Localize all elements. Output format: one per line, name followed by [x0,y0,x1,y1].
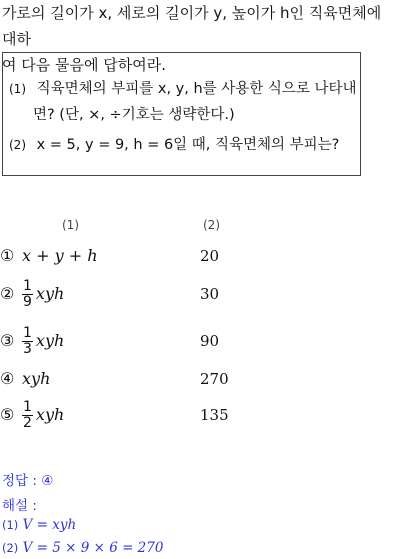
option-5-value: 135 [200,406,229,424]
option-2-value: 30 [200,285,220,303]
option-1-value: 20 [200,247,220,265]
question-1 [9,79,357,99]
answer-label: 정답 : ④ [2,473,54,489]
option-3-denominator: 3 [23,341,32,357]
question-box [2,52,361,176]
explanation-line-2 [2,540,163,556]
option-5[interactable] [0,400,400,430]
option-1-expression: x + y + h [22,246,98,265]
explanation-line-2-number: (2) [2,541,19,555]
option-4-expression: xyh [22,369,51,388]
option-5-expression: xyh [35,405,65,424]
question-2-number: (2) [9,138,26,152]
option-1[interactable] [0,241,400,271]
question-1-text-b: 면? (단, ×, ÷기호는 생략한다.) [33,107,235,123]
option-1-marker: ① [0,246,15,265]
option-3[interactable] [0,326,400,356]
option-5-marker: ⑤ [0,405,15,424]
option-2-fraction [22,279,33,310]
column-header-2: (2) [203,218,220,232]
explanation-line-1-text: V = xyh [22,517,77,533]
option-4-marker: ④ [0,369,15,388]
question-1-text-a: 직육면체의 부피를 x, y, h를 사용한 식으로 나타내 [36,81,357,97]
option-5-fraction [22,400,33,431]
column-header-1: (1) [62,218,79,232]
option-3-fraction [22,326,33,357]
explanation-label: 해설 : [2,498,37,514]
option-4-value: 270 [200,370,229,388]
explanation-line-1-number: (1) [2,518,19,532]
option-4[interactable] [0,364,400,394]
problem-line-1: 가로의 길이가 x, 세로의 길이가 y, 높이가 h인 직육면체에 대하 [2,4,382,48]
option-2-expression: xyh [35,284,65,303]
option-2-marker: ② [0,284,15,303]
option-3-marker: ③ [0,331,15,350]
problem-line-2: 여 다음 물음에 답하여라. [2,56,166,74]
option-2-denominator: 9 [23,294,32,310]
option-5-numerator: 1 [23,399,32,415]
question-2-text: x = 5, y = 9, h = 6일 때, 직육면체의 부피는? [36,137,340,153]
option-3-numerator: 1 [23,325,32,341]
option-2-numerator: 1 [23,278,32,294]
question-2 [9,135,339,155]
question-1-number: (1) [9,82,26,96]
option-3-expression-wrap [22,326,64,357]
option-2[interactable] [0,279,400,309]
explanation-line-1 [2,517,76,533]
explanation-line-2-text: V = 5 × 9 × 6 = 270 [22,540,164,556]
option-3-expression: xyh [35,331,65,350]
option-5-expression-wrap [22,400,64,431]
option-2-expression-wrap [22,279,64,310]
option-3-value: 90 [200,332,220,350]
option-5-denominator: 2 [23,415,32,431]
